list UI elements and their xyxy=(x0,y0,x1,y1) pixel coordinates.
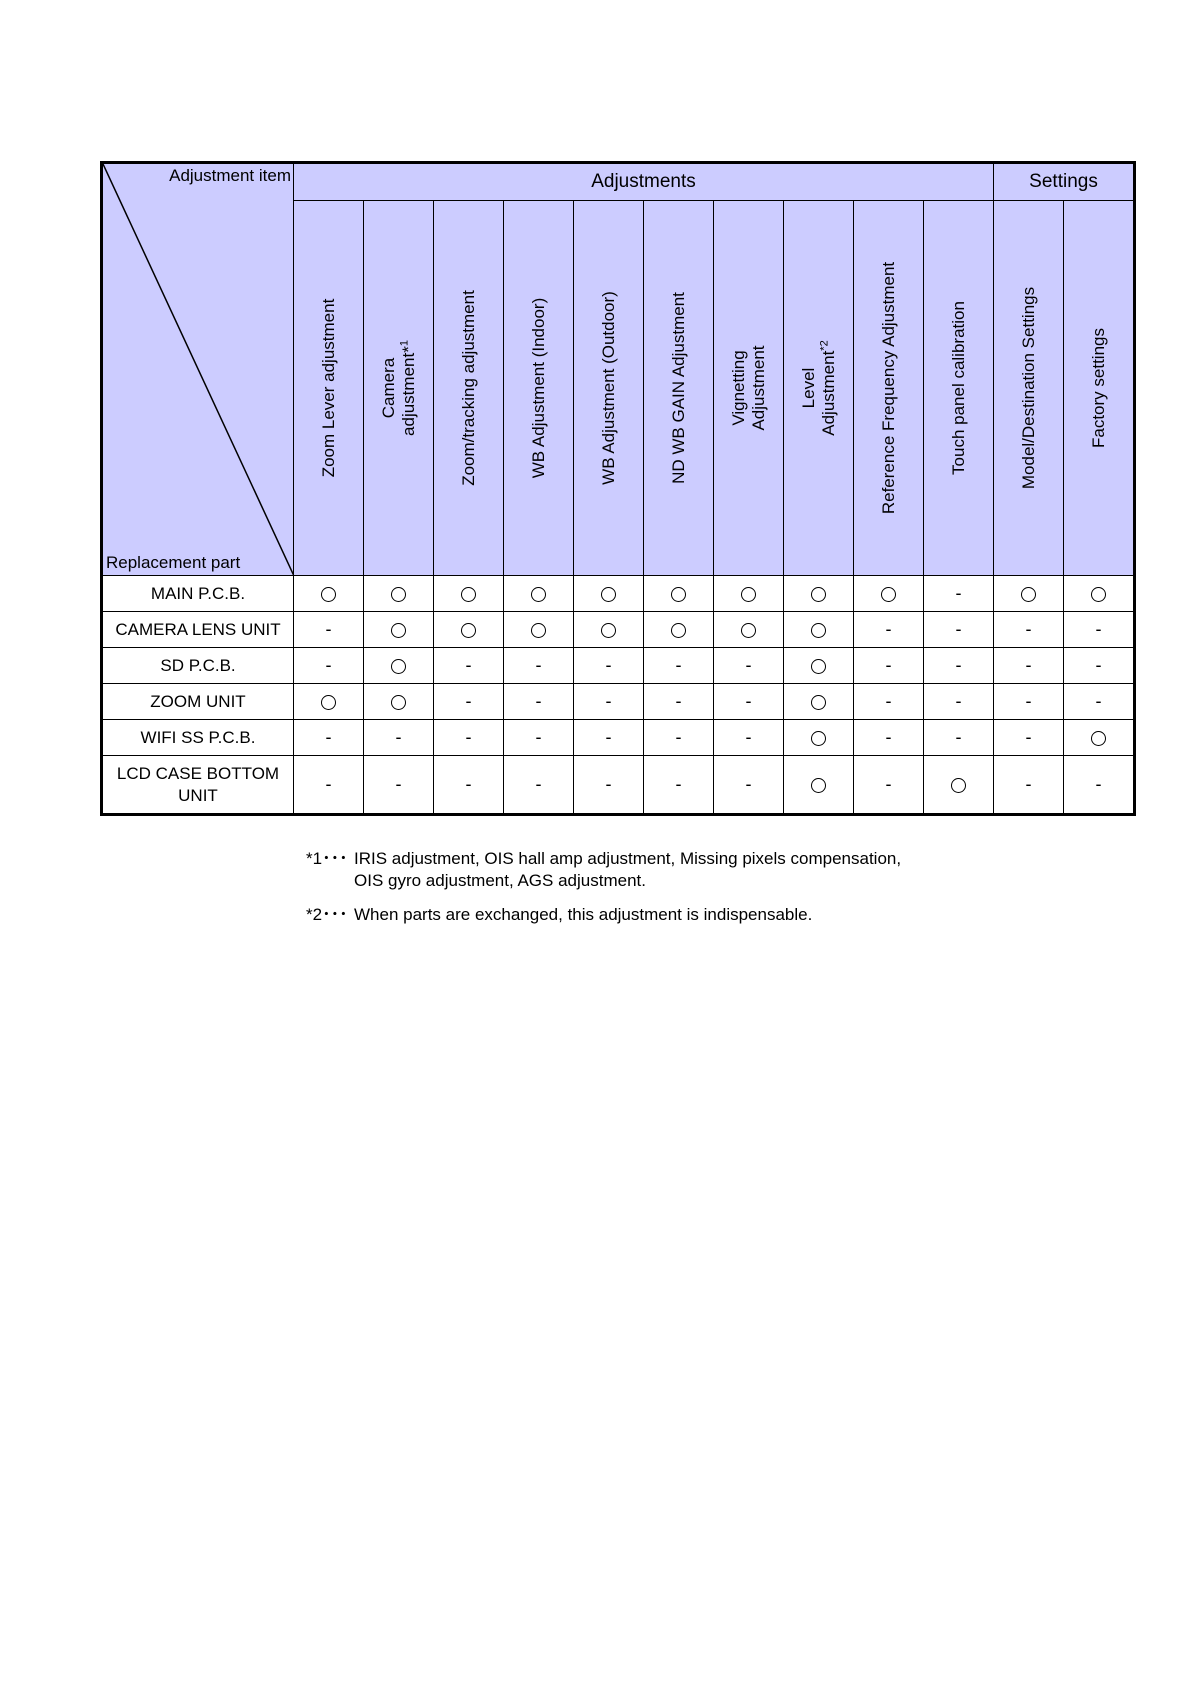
column-header-line xyxy=(749,208,769,568)
table-cell xyxy=(504,756,574,814)
column-header-line: ND WB GAIN Adjustment xyxy=(668,292,688,484)
table-cell xyxy=(714,648,784,684)
table-cell xyxy=(1064,756,1134,814)
not-required-dash: - xyxy=(395,727,402,747)
table-cell xyxy=(854,576,924,612)
table-cell xyxy=(784,720,854,756)
required-circle-mark xyxy=(811,778,826,793)
not-required-dash: - xyxy=(885,774,892,794)
table-cell xyxy=(294,576,364,612)
table-row xyxy=(103,648,1134,684)
column-header-line: Reference Frequency Adjustment xyxy=(878,261,898,515)
table-cell xyxy=(924,648,994,684)
corner-top-label: Adjustment item xyxy=(169,166,291,185)
table-cell xyxy=(574,756,644,814)
not-required-dash: - xyxy=(325,655,332,675)
corner-bottom-label: Replacement part xyxy=(106,553,241,572)
table-cell xyxy=(504,576,574,612)
table-cell xyxy=(504,684,574,720)
required-circle-mark xyxy=(601,623,616,638)
footnote-reference: 1 xyxy=(397,340,410,347)
not-required-dash: - xyxy=(745,655,752,675)
table-cell xyxy=(364,720,434,756)
not-required-dash: - xyxy=(745,774,752,794)
column-header-label xyxy=(669,208,689,568)
table-cell xyxy=(644,720,714,756)
not-required-dash: - xyxy=(465,655,472,675)
not-required-dash: - xyxy=(325,619,332,639)
column-header-label xyxy=(1089,208,1109,568)
replacement-part-label: ZOOM UNIT xyxy=(103,684,294,720)
table-cell xyxy=(1064,612,1134,648)
required-circle-mark xyxy=(601,587,616,602)
not-required-dash: - xyxy=(1095,691,1102,711)
corner-diagonal-line xyxy=(103,164,294,576)
adjustment-table-container xyxy=(102,163,1134,814)
not-required-dash: - xyxy=(885,691,892,711)
not-required-dash: - xyxy=(535,691,542,711)
table-cell xyxy=(854,720,924,756)
footnotes xyxy=(306,848,901,938)
table-cell xyxy=(644,684,714,720)
column-header-line: WB Adjustment (Indoor) xyxy=(528,297,548,479)
required-circle-mark xyxy=(951,778,966,793)
column-header-line: Zoom Lever adjustment xyxy=(318,298,338,478)
required-circle-mark xyxy=(671,587,686,602)
table-cell xyxy=(434,756,504,814)
table-cell xyxy=(364,612,434,648)
required-circle-mark xyxy=(671,623,686,638)
adjustment-table xyxy=(102,163,1134,814)
table-cell xyxy=(994,612,1064,648)
table-cell xyxy=(574,612,644,648)
replacement-part-label: SD P.C.B. xyxy=(103,648,294,684)
replacement-part-label: CAMERA LENS UNIT xyxy=(103,612,294,648)
table-cell xyxy=(1064,720,1134,756)
column-header-line xyxy=(399,208,419,568)
not-required-dash: - xyxy=(465,727,472,747)
required-circle-mark xyxy=(391,623,406,638)
table-cell xyxy=(434,720,504,756)
required-circle-mark xyxy=(391,587,406,602)
table-cell xyxy=(644,576,714,612)
table-cell xyxy=(994,648,1064,684)
not-required-dash: - xyxy=(745,727,752,747)
column-header-line-text: Adjustment xyxy=(818,350,838,436)
required-circle-mark xyxy=(881,587,896,602)
group-header-row xyxy=(103,164,1134,201)
not-required-dash: - xyxy=(1095,774,1102,794)
table-cell xyxy=(994,684,1064,720)
column-header-line: WB Adjustment (Outdoor) xyxy=(598,291,618,485)
table-cell xyxy=(714,576,784,612)
footnote-reference: *2 xyxy=(817,340,830,351)
footnote-2 xyxy=(306,904,901,926)
not-required-dash: - xyxy=(955,583,962,603)
required-circle-mark xyxy=(811,695,826,710)
table-cell xyxy=(294,684,364,720)
required-circle-mark xyxy=(391,695,406,710)
not-required-dash: - xyxy=(1025,774,1032,794)
group-header-adjustments: Adjustments xyxy=(294,164,994,201)
column-header xyxy=(574,201,644,576)
required-circle-mark xyxy=(391,659,406,674)
required-circle-mark xyxy=(811,659,826,674)
not-required-dash: - xyxy=(1025,691,1032,711)
not-required-dash: - xyxy=(955,655,962,675)
not-required-dash: - xyxy=(535,774,542,794)
table-cell xyxy=(574,684,644,720)
not-required-dash: - xyxy=(1095,655,1102,675)
not-required-dash: - xyxy=(1025,619,1032,639)
required-circle-mark xyxy=(1021,587,1036,602)
not-required-dash: - xyxy=(885,727,892,747)
corner-header xyxy=(103,164,294,576)
table-cell xyxy=(364,684,434,720)
not-required-dash: - xyxy=(955,619,962,639)
replacement-part-label: LCD CASE BOTTOM UNIT xyxy=(103,756,294,814)
column-header-label xyxy=(1019,208,1039,568)
column-header xyxy=(434,201,504,576)
not-required-dash: - xyxy=(465,691,472,711)
table-cell xyxy=(504,648,574,684)
column-header-label xyxy=(529,208,549,568)
footnote-mark: *2･･･ xyxy=(306,905,348,924)
column-header-line: Zoom/tracking adjustment xyxy=(458,290,478,486)
column-header-line xyxy=(819,208,839,568)
table-row xyxy=(103,720,1134,756)
not-required-dash: - xyxy=(395,774,402,794)
column-header-line: Model/Destination Settings xyxy=(1018,286,1038,490)
not-required-dash: - xyxy=(675,727,682,747)
table-cell xyxy=(364,576,434,612)
table-body xyxy=(103,576,1134,814)
required-circle-mark xyxy=(811,731,826,746)
table-cell xyxy=(644,756,714,814)
table-row xyxy=(103,684,1134,720)
column-header-label xyxy=(379,208,419,568)
table-cell xyxy=(644,612,714,648)
footnote-1 xyxy=(306,848,901,892)
not-required-dash: - xyxy=(1025,727,1032,747)
table-cell xyxy=(714,612,784,648)
replacement-part-label: WIFI SS P.C.B. xyxy=(103,720,294,756)
table-cell xyxy=(784,576,854,612)
column-header-line-text: Adjustment xyxy=(748,345,768,431)
table-cell xyxy=(1064,648,1134,684)
not-required-dash: - xyxy=(605,727,612,747)
not-required-dash: - xyxy=(605,691,612,711)
table-cell xyxy=(714,720,784,756)
column-header-label xyxy=(949,208,969,568)
required-circle-mark xyxy=(531,623,546,638)
column-header-label xyxy=(729,208,769,568)
footnote-mark: *1･･･ xyxy=(306,849,348,868)
not-required-dash: - xyxy=(605,655,612,675)
table-cell xyxy=(994,756,1064,814)
not-required-dash: - xyxy=(745,691,752,711)
table-cell xyxy=(574,648,644,684)
not-required-dash: - xyxy=(955,691,962,711)
table-cell xyxy=(434,648,504,684)
table-cell xyxy=(924,576,994,612)
table-cell xyxy=(1064,684,1134,720)
table-cell xyxy=(854,684,924,720)
table-cell xyxy=(784,612,854,648)
not-required-dash: - xyxy=(1025,655,1032,675)
required-circle-mark xyxy=(741,587,756,602)
group-header-settings: Settings xyxy=(994,164,1134,201)
table-cell xyxy=(784,756,854,814)
table-cell xyxy=(994,576,1064,612)
column-header-line: Factory settings xyxy=(1088,328,1108,448)
column-header-line-text: adjustment* xyxy=(398,346,418,436)
table-row xyxy=(103,576,1134,612)
not-required-dash: - xyxy=(675,691,682,711)
column-header-line: Vignetting xyxy=(728,350,748,426)
table-cell xyxy=(784,684,854,720)
table-cell xyxy=(784,648,854,684)
column-header xyxy=(294,201,364,576)
table-cell xyxy=(714,684,784,720)
column-header-label xyxy=(319,208,339,568)
table-cell xyxy=(714,756,784,814)
table-cell xyxy=(924,684,994,720)
table-row xyxy=(103,756,1134,814)
column-header-label xyxy=(799,208,839,568)
column-header xyxy=(714,201,784,576)
table-cell xyxy=(574,576,644,612)
column-header-label xyxy=(599,208,619,568)
column-header-label xyxy=(459,208,479,568)
table-cell xyxy=(364,648,434,684)
replacement-part-label: MAIN P.C.B. xyxy=(103,576,294,612)
table-cell xyxy=(994,720,1064,756)
table-cell xyxy=(294,648,364,684)
column-header-line: Camera xyxy=(378,357,398,419)
required-circle-mark xyxy=(811,587,826,602)
table-cell xyxy=(854,756,924,814)
required-circle-mark xyxy=(1091,587,1106,602)
required-circle-mark xyxy=(321,695,336,710)
table-cell xyxy=(1064,576,1134,612)
column-header-label xyxy=(879,208,899,568)
not-required-dash: - xyxy=(325,774,332,794)
footnote-text: IRIS adjustment, OIS hall amp adjustment, Missing pixels compensation, OIS gyro adjustment, AGS adjustment. xyxy=(354,849,902,890)
column-header xyxy=(364,201,434,576)
not-required-dash: - xyxy=(535,727,542,747)
not-required-dash: - xyxy=(955,727,962,747)
required-circle-mark xyxy=(461,623,476,638)
not-required-dash: - xyxy=(465,774,472,794)
not-required-dash: - xyxy=(535,655,542,675)
table-cell xyxy=(854,612,924,648)
column-header xyxy=(924,201,994,576)
table-cell xyxy=(294,612,364,648)
table-cell xyxy=(294,756,364,814)
column-header-line: Level xyxy=(798,367,818,409)
table-cell xyxy=(434,576,504,612)
footnote-text: When parts are exchanged, this adjustment is indispensable. xyxy=(354,905,813,924)
table-cell xyxy=(924,720,994,756)
table-cell xyxy=(434,612,504,648)
table-cell xyxy=(644,648,714,684)
not-required-dash: - xyxy=(675,655,682,675)
not-required-dash: - xyxy=(605,774,612,794)
table-cell xyxy=(924,756,994,814)
table-cell xyxy=(854,648,924,684)
required-circle-mark xyxy=(531,587,546,602)
table-cell xyxy=(294,720,364,756)
table-cell xyxy=(574,720,644,756)
column-header xyxy=(504,201,574,576)
table-row xyxy=(103,612,1134,648)
table-cell xyxy=(504,612,574,648)
column-header xyxy=(854,201,924,576)
required-circle-mark xyxy=(741,623,756,638)
table-cell xyxy=(504,720,574,756)
table-cell xyxy=(364,756,434,814)
not-required-dash: - xyxy=(885,655,892,675)
required-circle-mark xyxy=(811,623,826,638)
not-required-dash: - xyxy=(325,727,332,747)
required-circle-mark xyxy=(321,587,336,602)
column-header-line: Touch panel calibration xyxy=(948,301,968,475)
column-header xyxy=(644,201,714,576)
required-circle-mark xyxy=(461,587,476,602)
not-required-dash: - xyxy=(675,774,682,794)
column-header xyxy=(994,201,1064,576)
required-circle-mark xyxy=(1091,731,1106,746)
table-cell xyxy=(434,684,504,720)
column-header xyxy=(1064,201,1134,576)
column-header xyxy=(784,201,854,576)
table-cell xyxy=(924,612,994,648)
not-required-dash: - xyxy=(885,619,892,639)
not-required-dash: - xyxy=(1095,619,1102,639)
